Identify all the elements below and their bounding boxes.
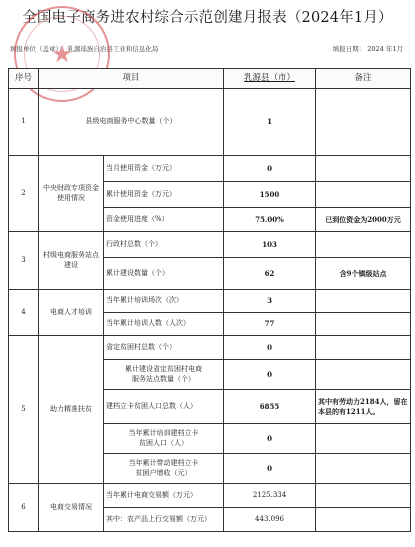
reporting-date-label: 填报日期： bbox=[332, 45, 366, 53]
header-note: 备注 bbox=[316, 69, 411, 89]
reporting-unit bbox=[10, 44, 158, 53]
table-row bbox=[9, 89, 411, 156]
row-number: 1 bbox=[9, 89, 39, 156]
table-row bbox=[9, 290, 411, 313]
row-item: 累计建设数量（个） bbox=[104, 258, 224, 290]
row-note bbox=[316, 232, 411, 258]
row-value: 0 bbox=[224, 336, 316, 360]
row-value: 62 bbox=[224, 258, 316, 290]
header-value: 乳源县（市） bbox=[224, 69, 316, 89]
row-number: 4 bbox=[9, 290, 39, 336]
row-value: 0 bbox=[224, 454, 316, 484]
row-item: 当年累计培训场次（次） bbox=[104, 290, 224, 313]
row-value: 1 bbox=[224, 89, 316, 156]
row-item: 当月使用资金（万元） bbox=[104, 156, 224, 182]
report-title: 全国电子商务进农村综合示范创建月报表（2024年1月） bbox=[22, 10, 393, 26]
seal-star-icon: ★ bbox=[51, 40, 73, 68]
row-item bbox=[104, 360, 224, 390]
row-item: 其中：农产品上行交易额（万元） bbox=[104, 508, 224, 532]
row-number: 2 bbox=[9, 156, 39, 232]
row-value: 75.00% bbox=[224, 208, 316, 232]
row-note bbox=[316, 336, 411, 360]
row-value: 2125.334 bbox=[224, 484, 316, 508]
row-number: 5 bbox=[9, 336, 39, 484]
row-value: 3 bbox=[224, 290, 316, 313]
row-item-line: 服务站点数量（个） bbox=[132, 374, 195, 383]
row-number: 6 bbox=[9, 484, 39, 532]
row-item-line: 当年累计培训建档立卡 bbox=[128, 429, 199, 438]
row-note bbox=[316, 156, 411, 182]
table-row bbox=[9, 156, 411, 182]
row-value: 77 bbox=[224, 313, 316, 336]
row-value: 1500 bbox=[224, 182, 316, 208]
row-item: 资金使用进度（%） bbox=[104, 208, 224, 232]
row-note bbox=[316, 182, 411, 208]
row-note: 其中有劳动力2184人，留在本县的有1211人。 bbox=[316, 390, 411, 424]
row-item: 建档立卡贫困人口总数（人） bbox=[104, 390, 224, 424]
header-item: 项目 bbox=[39, 69, 224, 89]
row-note bbox=[316, 484, 411, 508]
row-item: 当年累计电商交易额（万元） bbox=[104, 484, 224, 508]
reporting-unit-value: 乳源瑶族自治县工业和信息化局 bbox=[67, 45, 159, 53]
row-item-line: 当年累计带动建档立卡 bbox=[128, 459, 199, 468]
row-item bbox=[104, 424, 224, 454]
report-table bbox=[8, 68, 411, 532]
row-note bbox=[316, 360, 411, 390]
row-category: 电商人才培训 bbox=[39, 290, 104, 336]
row-item: 累计使用资金（万元） bbox=[104, 182, 224, 208]
header-seq: 序号 bbox=[9, 69, 39, 89]
reporting-unit-label: 填报单位（盖章）： bbox=[10, 45, 66, 53]
row-note: 含9个镇级站点 bbox=[316, 258, 411, 290]
row-value: 443.096 bbox=[224, 508, 316, 532]
table-header-row bbox=[9, 69, 411, 89]
row-value: 6855 bbox=[224, 390, 316, 424]
reporting-date bbox=[333, 44, 403, 53]
row-category: 电商交易情况 bbox=[39, 484, 104, 532]
row-value: 0 bbox=[224, 360, 316, 390]
row-note: 已到位资金为2000万元 bbox=[316, 208, 411, 232]
row-value: 103 bbox=[224, 232, 316, 258]
row-note bbox=[316, 89, 411, 156]
row-note bbox=[316, 424, 411, 454]
row-category: 县级电商服务中心数量（个） bbox=[39, 89, 224, 156]
row-note bbox=[316, 454, 411, 484]
row-item-line: 贫困人口（人） bbox=[139, 438, 188, 447]
row-category: 村级电商服务站点建设 bbox=[39, 232, 104, 290]
row-value: 0 bbox=[224, 424, 316, 454]
row-value: 0 bbox=[224, 156, 316, 182]
table-row bbox=[9, 232, 411, 258]
row-category: 中央财政专项资金使用情况 bbox=[39, 156, 104, 232]
row-item: 行政村总数（个） bbox=[104, 232, 224, 258]
reporting-date-value: 2024 年1月 bbox=[367, 45, 403, 53]
row-category: 助力精准扶贫 bbox=[39, 336, 104, 484]
table-row bbox=[9, 484, 411, 508]
row-note bbox=[316, 508, 411, 532]
row-note bbox=[316, 290, 411, 313]
row-item: 省定贫困村总数（个） bbox=[104, 336, 224, 360]
table-row bbox=[9, 336, 411, 360]
row-item bbox=[104, 454, 224, 484]
row-item: 当年累计培训人数（人次） bbox=[104, 313, 224, 336]
row-note bbox=[316, 313, 411, 336]
row-number: 3 bbox=[9, 232, 39, 290]
row-item-line: 贫困户增收（元） bbox=[135, 468, 192, 477]
row-item-line: 累计建设省定贫困村电商 bbox=[125, 365, 202, 374]
